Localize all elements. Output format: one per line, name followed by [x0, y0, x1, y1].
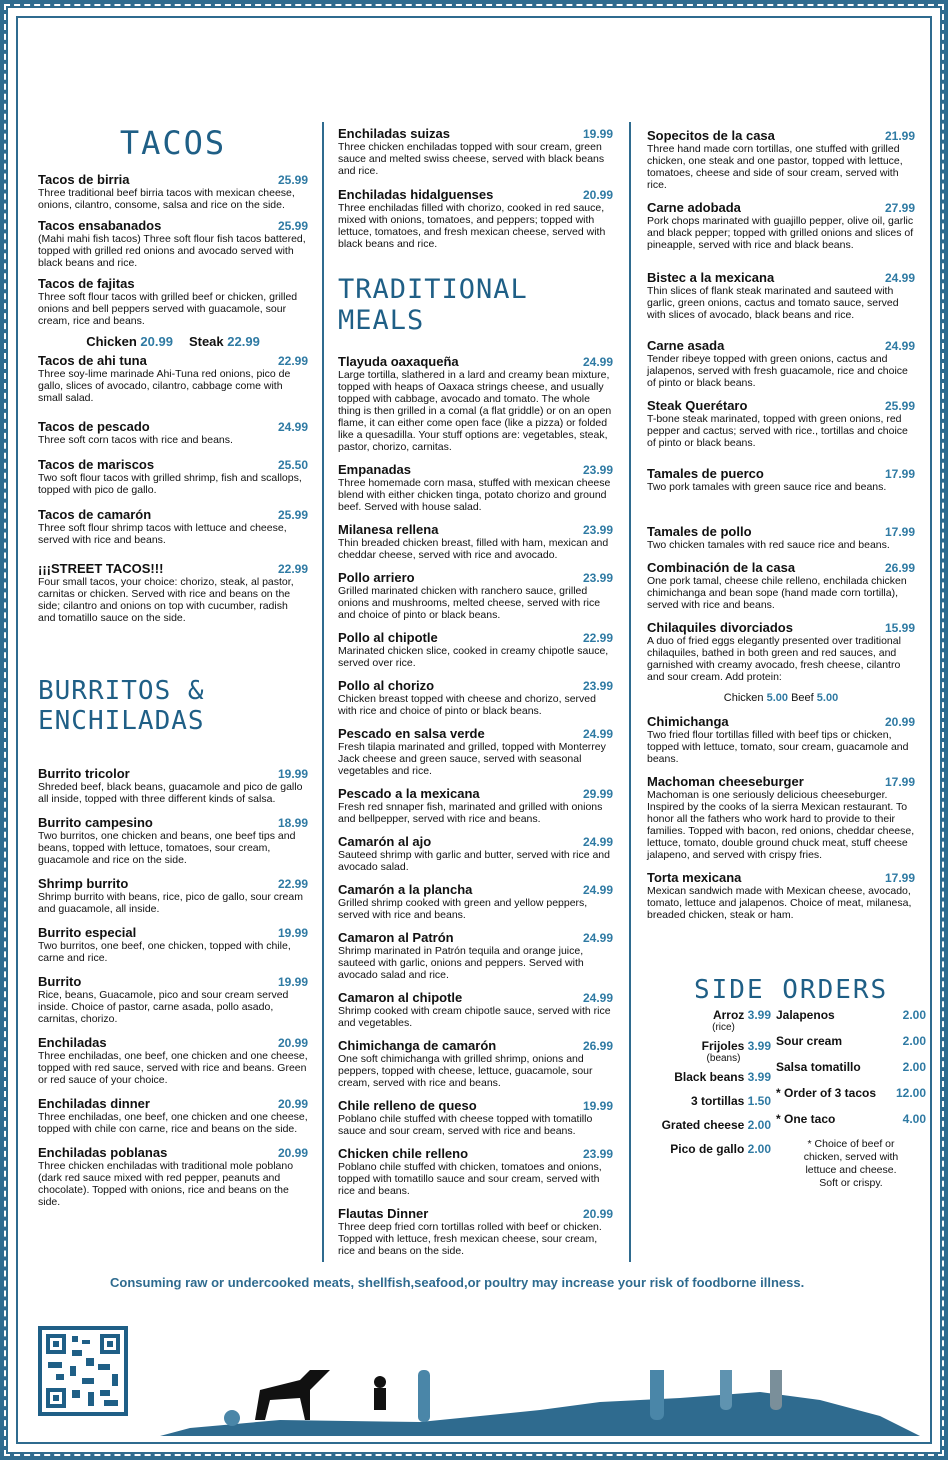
menu-item [338, 462, 613, 513]
menu-item-header [338, 570, 613, 585]
menu-item [338, 882, 613, 921]
menu-item-description: Three enchiladas filled with chorizo, cooked in red sauce, mixed with onions, tomatoes, and peppers; topped with lettuce, tomatoes, and fresh mexican cheese, served with black beans and rice. [338, 202, 606, 250]
side-order-item: * One taco 4.00 [776, 1112, 926, 1126]
menu-item-name: Chimichanga de camarón [338, 1038, 497, 1053]
menu-item-name: Tacos de mariscos [38, 457, 155, 472]
menu-item-description: Shrimp cooked with cream chipotle sauce, served with rice and vegetables. [338, 1005, 611, 1029]
menu-item-description: Pork chops marinated with guajillo pepper, olive oil, garlic and black pepper; topped with grilled onions and slices of pineapple, served with rice and black beans. [647, 215, 914, 251]
menu-item-header [38, 507, 308, 522]
menu-item-price: 24.99 [582, 835, 613, 849]
menu-item-name: Tamales de pollo [647, 524, 752, 539]
menu-item [38, 974, 308, 1025]
menu-item [338, 786, 613, 825]
menu-item-price: 25.50 [277, 458, 308, 472]
menu-item-header [647, 714, 915, 729]
menu-item-name: Pollo arriero [338, 570, 415, 585]
menu-item [647, 524, 915, 551]
protein-chicken: Chicken 5.00 Beef 5.00 [723, 692, 839, 704]
menu-item [38, 419, 308, 446]
menu-item [338, 1098, 613, 1137]
menu-item [38, 218, 308, 269]
menu-item-description: Four small tacos, your choice: chorizo, steak, al pastor, carnitas or chicken. Served with rice and beans on the side; cilantro and onions on top with cucumber, radish and tomatillo sauce on the side. [38, 576, 294, 624]
menu-item-header [38, 1145, 308, 1160]
menu-item-description: Shreded beef, black beans, guacamole and pico de gallo all inside, topped with three different kinds of salsa. [38, 781, 303, 805]
menu-item-name: Chile relleno de queso [338, 1098, 477, 1113]
menu-item-description: Mexican sandwich made with Mexican cheese, avocado, tomato, lettuce and jalapenos. Choice of meat, milanesa, breaded chicken, steak or ham. [647, 885, 912, 921]
menu-item-name: Pescado a la mexicana [338, 786, 480, 801]
menu-item-header [647, 200, 915, 215]
menu-item-description: Thin slices of flank steak marinated and sauteed with garlic, green onions, cactus and tomato sauce, served with slices of avocado, black beans and rice. [647, 285, 899, 321]
desert-scene-illustration [160, 1370, 920, 1436]
menu-item-name: Carne asada [647, 338, 725, 353]
menu-item [647, 398, 915, 449]
menu-item-name: Enchiladas poblanas [38, 1145, 168, 1160]
menu-item-description: Two chicken tamales with red sauce rice and beans. [647, 539, 890, 551]
menu-item-name: Sopecitos de la casa [647, 128, 775, 143]
menu-item-header [338, 882, 613, 897]
menu-item-header [647, 524, 915, 539]
menu-item-name: Tacos de pescado [38, 419, 150, 434]
menu-item [38, 766, 308, 805]
menu-item-description: Two burritos, one beef, one chicken, topped with chile, carne and rice. [38, 940, 291, 964]
menu-item-header [38, 419, 308, 434]
menu-item-header [647, 128, 915, 143]
menu-item-description: Three soft flour shrimp tacos with lettuce and cheese, served with rice and beans. [38, 522, 287, 546]
menu-item-description: Shrimp marinated in Patrón tequila and orange juice, sauteed with garlic, onions and peppers. Served with avocado salad and rice. [338, 945, 584, 981]
menu-item-description: Three hand made corn tortillas, one stuffed with grilled chicken, one steak and one pastor, topped with lettuce, tomatoes, cheese and side of sour cream, served with rice. [647, 143, 903, 191]
menu-item-header [338, 1206, 613, 1221]
menu-item-price: 20.99 [884, 715, 915, 729]
menu-item-price: 22.99 [582, 631, 613, 645]
menu-item-price: 24.99 [277, 420, 308, 434]
menu-item-name: Enchiladas dinner [38, 1096, 150, 1111]
side-orders-footnote: * Choice of beef or chicken, served with lettuce and cheese. Soft or crispy. [803, 1138, 899, 1189]
menu-item-price: 17.99 [884, 467, 915, 481]
menu-item-price: 19.99 [582, 127, 613, 141]
menu-item-description: (Mahi mahi fish tacos) Three soft flour fish tacos battered, topped with grilled red onions and avocado served with black beans and rice. [38, 233, 306, 269]
menu-item-description: Three soft corn tacos with rice and beans. [38, 434, 233, 446]
menu-item-header [647, 270, 915, 285]
menu-item-header [338, 462, 613, 477]
traditional-list [338, 354, 613, 1257]
menu-item [338, 570, 613, 621]
side-orders-heading: SIDE ORDERS [694, 975, 889, 1005]
menu-item-price: 17.99 [884, 775, 915, 789]
menu-item-price: 25.99 [277, 173, 308, 187]
menu-item [38, 925, 308, 964]
menu-item [38, 1096, 308, 1135]
menu-item [338, 930, 613, 981]
menu-item-description: Sauteed shrimp with garlic and butter, served with rice and avocado salad. [338, 849, 610, 873]
menu-item-name: ¡¡¡STREET TACOS!!! [38, 561, 164, 576]
menu-item-description: Two soft flour tacos with grilled shrimp, fish and scallops, topped with pico de gallo. [38, 472, 302, 496]
side-order-item: Jalapenos 2.00 [776, 1008, 926, 1022]
menu-item-description: Marinated chicken slice, cooked in creamy chipotle sauce, served over rice. [338, 645, 609, 669]
menu-item-name: Enchiladas hidalguenses [338, 187, 494, 202]
menu-item-header [38, 172, 308, 187]
menu-item-price: 24.99 [582, 355, 613, 369]
traditional-heading: TRADITIONAL MEALS [338, 274, 528, 336]
menu-item-name: Pescado en salsa verde [338, 726, 485, 741]
menu-item-name: Burrito especial [38, 925, 137, 940]
side-order-item: Arroz 3.99 (rice) [712, 1008, 771, 1033]
menu-item-header [338, 678, 613, 693]
menu-item [338, 726, 613, 777]
menu-item-name: Camarón a la plancha [338, 882, 473, 897]
menu-item [647, 466, 915, 493]
menu-item-header [338, 834, 613, 849]
menu-item-price: 27.99 [884, 201, 915, 215]
menu-item-header [38, 766, 308, 781]
menu-item-name: Camaron al Patrón [338, 930, 454, 945]
menu-item-price: 23.99 [582, 679, 613, 693]
menu-item-name: Camaron al chipotle [338, 990, 463, 1005]
menu-item-price: 23.99 [582, 463, 613, 477]
menu-item [38, 561, 308, 624]
menu-item-header [647, 560, 915, 575]
menu-item-header [338, 1098, 613, 1113]
menu-item-price: 18.99 [277, 816, 308, 830]
menu-item-name: Shrimp burrito [38, 876, 129, 891]
menu-item-header [647, 398, 915, 413]
column-divider-2 [629, 122, 631, 1262]
menu-item-name: Bistec a la mexicana [647, 270, 775, 285]
menu-item [338, 990, 613, 1029]
menu-item [38, 457, 308, 496]
menu-item-header [338, 726, 613, 741]
side-order-item: Grated cheese 2.00 [661, 1118, 771, 1132]
menu-item-header [647, 774, 915, 789]
menu-item [647, 560, 915, 611]
fajita-steak: Steak 22.99 [188, 334, 260, 349]
menu-item-name: Flautas Dinner [338, 1206, 429, 1221]
chilaquiles-protein-options [647, 692, 915, 704]
side-orders [636, 1008, 926, 1190]
menu-item-price: 20.99 [582, 1207, 613, 1221]
menu-item-price: 24.99 [884, 271, 915, 285]
menu-item-price: 21.99 [884, 129, 915, 143]
menu-item-description: Two burritos, one chicken and beans, one beef tips and beans, topped with lettuce, tomatoes, sour cream, guacamole and rice on the side. [38, 830, 296, 866]
menu-item [338, 126, 613, 177]
side-order-item: Pico de gallo 2.00 [670, 1142, 771, 1156]
menu-item-price: 23.99 [582, 571, 613, 585]
menu-item-price: 20.99 [277, 1097, 308, 1111]
menu-item-header [647, 466, 915, 481]
menu-item-price: 23.99 [582, 523, 613, 537]
menu-item-price: 25.99 [277, 508, 308, 522]
menu-item-header [38, 1096, 308, 1111]
menu-item-header [38, 876, 308, 891]
burritos-heading: BURRITOS & ENCHILADAS [38, 676, 205, 736]
menu-item-description: Two pork tamales with green sauce rice and beans. [647, 481, 887, 493]
menu-item-price: 20.99 [277, 1036, 308, 1050]
menu-item-price: 24.99 [582, 991, 613, 1005]
menu-item [38, 353, 308, 404]
menu-item-name: Chicken chile relleno [338, 1146, 469, 1161]
menu-item-name: Enchiladas [38, 1035, 107, 1050]
menu-item [338, 187, 613, 250]
menu-item-description: Tender ribeye topped with green onions, cactus and jalapenos, served with fresh guacamole, rice and choice of pinto or black beans. [647, 353, 908, 389]
column-3 [647, 128, 915, 930]
menu-item-price: 29.99 [582, 787, 613, 801]
menu-item-price: 20.99 [582, 188, 613, 202]
menu-item-header [338, 990, 613, 1005]
tacos-heading: TACOS [119, 124, 227, 162]
side-orders-left [636, 1008, 771, 1190]
menu-item-header [38, 1035, 308, 1050]
menu-item-description: Thin breaded chicken breast, filled with ham, mexican and cheddar cheese, served with rice and avocado. [338, 537, 609, 561]
menu-item-name: Burrito [38, 974, 82, 989]
menu-item [38, 276, 308, 327]
enchiladas-list [338, 126, 613, 250]
menu-item-header [38, 974, 308, 989]
menu-item-name: Empanadas [338, 462, 411, 477]
menu-item [338, 1146, 613, 1197]
menu-item [338, 1038, 613, 1089]
menu-item-description: Grilled marinated chicken with ranchero sauce, grilled onions and mushrooms, melted cheese, served with rice and choice of pinto or black beans. [338, 585, 601, 621]
menu-item-header [38, 353, 308, 368]
menu-item-header [338, 1038, 613, 1053]
menu-item-description: One pork tamal, cheese chile relleno, enchilada chicken chimichanga and bean sope (hand made corn tortilla), served with rice and beans. [647, 575, 907, 611]
menu-item [338, 522, 613, 561]
menu-item-description: Three enchiladas, one beef, one chicken and one cheese, topped with chile con carne, rice and beans on the side. [38, 1111, 308, 1135]
menu-item-description: Poblano chile stuffed with chicken, tomatoes and onions, topped with tomatillo sauce and sour cream, served with rice and beans. [338, 1161, 602, 1197]
menu-item-name: Tamales de puerco [647, 466, 764, 481]
side-order-item: 3 tortillas 1.50 [690, 1094, 771, 1108]
menu-item [338, 630, 613, 669]
menu-item [647, 270, 915, 321]
qr-code[interactable] [38, 1326, 128, 1416]
menu-item-price: 17.99 [884, 871, 915, 885]
menu-item-description: Three chicken enchiladas topped with sour cream, green sauce and melted swiss cheese, served with black beans and rice. [338, 141, 605, 177]
menu-item [338, 678, 613, 717]
menu-item [647, 128, 915, 191]
menu-item-price: 19.99 [582, 1099, 613, 1113]
menu-item-description: A duo of fried eggs elegantly presented over traditional chilaquiles, bathed in both green and red sauces, and garnished with creamy avocado, fresh cheese, cilantro and sour cream. Add protein: [647, 635, 901, 683]
menu-item-price: 24.99 [884, 339, 915, 353]
menu-item-header [338, 786, 613, 801]
menu-item [647, 774, 915, 861]
menu-item-description: Grilled shrimp cooked with green and yellow peppers, served with rice and beans. [338, 897, 588, 921]
column-1 [38, 112, 308, 1218]
menu-item-price: 17.99 [884, 525, 915, 539]
menu-item-name: Burrito campesino [38, 815, 153, 830]
column-2 [338, 126, 613, 1266]
menu-item-price: 24.99 [582, 883, 613, 897]
menu-item-header [647, 338, 915, 353]
menu-item [38, 815, 308, 866]
menu-item-name: Tacos ensabanados [38, 218, 162, 233]
menu-item-header [338, 187, 613, 202]
menu-item [647, 714, 915, 765]
menu-item-name: Burrito tricolor [38, 766, 130, 781]
menu-item [338, 354, 613, 453]
menu-item-name: Steak Querétaro [647, 398, 748, 413]
menu-item-description: Three homemade corn masa, stuffed with mexican cheese blend with either chicken tinga, potato chorizo and ground beef. Served with house salad. [338, 477, 611, 513]
menu-item-name: Tacos de camarón [38, 507, 152, 522]
menu-item-name: Carne adobada [647, 200, 741, 215]
menu-item-name: Tacos de ahi tuna [38, 353, 147, 368]
menu-item [38, 507, 308, 546]
menu-item-name: Torta mexicana [647, 870, 742, 885]
menu-item-description: One soft chimichanga with grilled shrimp, onions and peppers, topped with cheese, lettuce, guacamole, sour cream, served with rice and beans. [338, 1053, 593, 1089]
menu-item-price: 22.99 [277, 354, 308, 368]
side-order-item: Sour cream 2.00 [776, 1034, 926, 1048]
menu-item-name: Chimichanga [647, 714, 729, 729]
menu-item [338, 834, 613, 873]
menu-item-header [338, 354, 613, 369]
menu-item-description: Machoman is one seriously delicious cheeseburger. Inspired by the cooks of la sierra Mexican restaurant. To honor all the fathers who work hard to provide to their families. Topped with bacon, red onions, cheddar cheese, lettuce, tomato, double ground chuck meat, stuff cheese jalapeno, and served with crispy fries. [647, 789, 915, 861]
menu-item-header [647, 620, 915, 635]
menu-item-description: Three traditional beef birria tacos with mexican cheese, onions, cilantro, consome, salsa and rice on the side. [38, 187, 295, 211]
menu-item-header [38, 457, 308, 472]
menu-item-description: Fresh red snnaper fish, marinated and grilled with onions and bellpepper, served with rice and beans. [338, 801, 603, 825]
menu-item [338, 1206, 613, 1257]
menu-item-header [338, 1146, 613, 1161]
menu-item-header [38, 276, 308, 291]
menu-item-description: Rice, beans, Guacamole, pico and sour cream served inside. Choice of pastor, carne asada, pollo asado, carnitas, chorizo. [38, 989, 289, 1025]
menu-item-name: Pollo al chorizo [338, 678, 435, 693]
side-order-item: Black beans 3.99 [674, 1070, 771, 1084]
menu-item-price: 22.99 [277, 877, 308, 891]
menu-item-name: Pollo al chipotle [338, 630, 438, 645]
menu-item-header [647, 870, 915, 885]
menu-item-description: Chicken breast topped with cheese and chorizo, served with rice and choice of pinto or black beans. [338, 693, 596, 717]
menu-item-price: 15.99 [884, 621, 915, 635]
fajita-options [38, 334, 308, 349]
menu-item-header [338, 522, 613, 537]
menu-item-name: Machoman cheeseburger [647, 774, 804, 789]
menu-item [38, 876, 308, 915]
menu-item-description: Poblano chile stuffed with cheese topped with tomatillo sauce and sour cream, served with rice and beans. [338, 1113, 593, 1137]
menu-item-name: Tacos de birria [38, 172, 130, 187]
menu-item-name: Camarón al ajo [338, 834, 432, 849]
menu-item-name: Chilaquiles divorciados [647, 620, 793, 635]
side-order-item: Frijoles 3.99 (beans) [701, 1039, 771, 1064]
menu-item-description: Three enchiladas, one beef, one chicken and one cheese, topped with red sauce, served with rice and beans. Green or red sauce of your choice. [38, 1050, 308, 1086]
menu-item-description: Fresh tilapia marinated and grilled, topped with Monterrey Jack cheese and green sauce, served with seasonal vegetables and rice. [338, 741, 606, 777]
menu-item-header [38, 218, 308, 233]
menu-item-description: Three chicken enchiladas with traditional mole poblano (dark red sauce mixed with red pepper, peanuts and chocolate). Topped with onions, rice and beans on the side. [38, 1160, 294, 1208]
menu-item-name: Tlayuda oaxaqueña [338, 354, 459, 369]
menu-item-header [38, 815, 308, 830]
menu-item-description: T-bone steak marinated, topped with green onions, red pepper and cactus; served with rice., tortillas and choice of pinto or black beans. [647, 413, 908, 449]
menu-item-header [338, 930, 613, 945]
column-divider-1 [322, 122, 324, 1262]
menu-item-name: Combinación de la casa [647, 560, 796, 575]
menu-item-description: Three deep fried corn tortillas rolled with beef or chicken. Topped with lettuce, fresh mexican cheese, sour cream, rice and beans on the side. [338, 1221, 602, 1257]
menu-item-header [38, 925, 308, 940]
menu-item-price: 26.99 [884, 561, 915, 575]
menu-item-price: 26.99 [582, 1039, 613, 1053]
menu-item-description: Three soy-lime marinade Ahi-Tuna red onions, pico de gallo, slices of avocado, cilantro, cabbage come with small salad. [38, 368, 291, 404]
menu-item-name: Milanesa rellena [338, 522, 439, 537]
specialties-list [647, 128, 915, 921]
fajita-chicken: Chicken 20.99 [86, 334, 173, 349]
side-order-item: * Order of 3 tacos 12.00 [776, 1086, 926, 1100]
menu-item-price: 19.99 [277, 975, 308, 989]
side-orders-right [776, 1008, 926, 1190]
health-warning: Consuming raw or undercooked meats, shellfish,seafood,or poultry may increase your risk of foodborne illness. [110, 1275, 805, 1290]
menu-item [647, 870, 915, 921]
menu-item-price: 20.99 [277, 1146, 308, 1160]
menu-item-price: 22.99 [277, 562, 308, 576]
menu-item [647, 338, 915, 389]
menu-item-header [338, 126, 613, 141]
menu-item [38, 1035, 308, 1086]
menu-item-description: Shrimp burrito with beans, rice, pico de gallo, sour cream and guacamole, all inside. [38, 891, 303, 915]
burritos-list [38, 766, 308, 1208]
tacos-list [38, 172, 308, 624]
menu-item-price: 19.99 [277, 767, 308, 781]
menu-item [647, 620, 915, 683]
menu-item-price: 19.99 [277, 926, 308, 940]
menu-item [647, 200, 915, 251]
menu-item-header [338, 630, 613, 645]
menu-item-name: Enchiladas suizas [338, 126, 450, 141]
menu-item-description: Large tortilla, slathered in a lard and creamy bean mixture, topped with heaps of Oaxaca strings cheese, and usually topped with cabbage, avocado and tomato. The whole thing is then grilled in a comal (a flat griddle) or on an open flame, it can either come open face (like a pizza) or folded like a quesadilla. Your stuff options are: vegetables, steak, pastor, chorizo, carnitas. [338, 369, 612, 453]
menu-item-price: 25.99 [884, 399, 915, 413]
menu-item-price: 24.99 [582, 931, 613, 945]
menu-item-price: 24.99 [582, 727, 613, 741]
menu-item-description: Two fried flour tortillas filled with beef tips or chicken, topped with lettuce, tomato, sour cream, guacamole and beans. [647, 729, 909, 765]
menu-item-price: 23.99 [582, 1147, 613, 1161]
menu-item-price: 25.99 [277, 219, 308, 233]
menu-item-description: Three soft flour tacos with grilled beef or chicken, grilled onions and bell peppers served with guacamole, sour cream, rice and beans. [38, 291, 298, 327]
menu-item-header [38, 561, 308, 576]
menu-item [38, 1145, 308, 1208]
menu-item [38, 172, 308, 211]
menu-item-name: Tacos de fajitas [38, 276, 135, 291]
side-order-item: Salsa tomatillo 2.00 [776, 1060, 926, 1074]
